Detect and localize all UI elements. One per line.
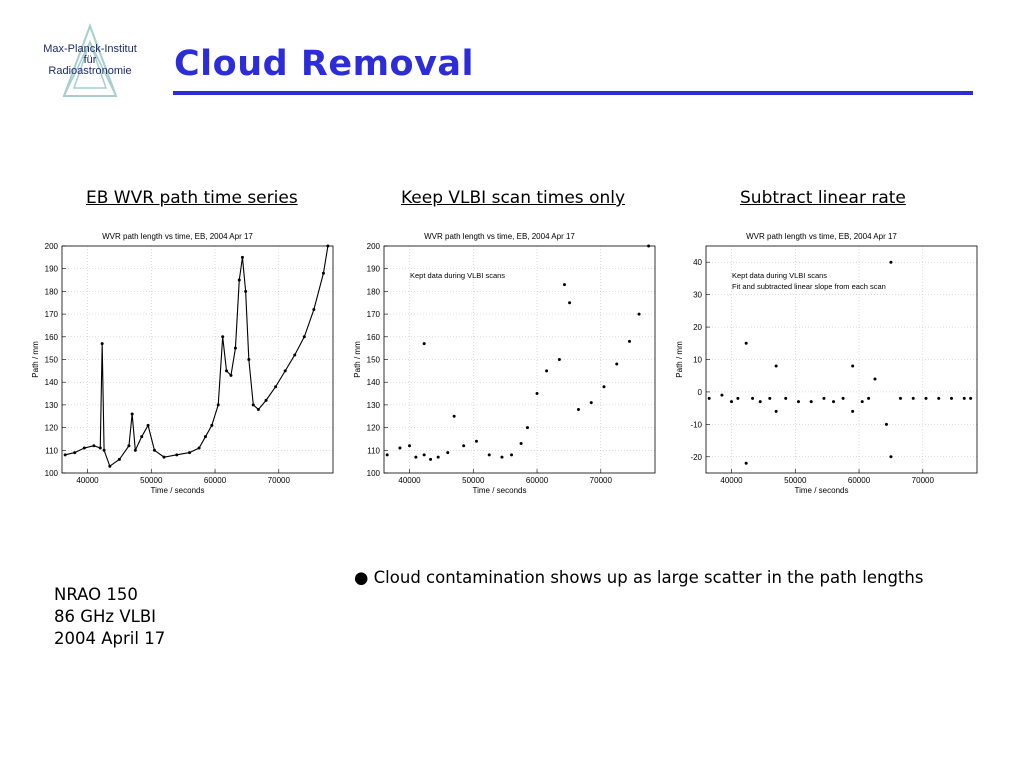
y-tick-label: 180 xyxy=(44,287,58,297)
data-point xyxy=(73,451,76,454)
data-point xyxy=(241,256,244,259)
data-point xyxy=(969,397,972,400)
y-tick-label: 190 xyxy=(44,264,58,274)
data-point xyxy=(238,279,241,282)
x-tick-label: 60000 xyxy=(847,476,871,485)
data-point xyxy=(488,453,491,456)
y-tick-label: 190 xyxy=(366,264,380,274)
data-point xyxy=(244,290,247,293)
data-point xyxy=(568,301,571,304)
series-line xyxy=(65,246,328,466)
data-point xyxy=(163,456,166,459)
data-point xyxy=(303,335,306,338)
data-point xyxy=(832,400,835,403)
x-tick-label: 60000 xyxy=(203,476,227,485)
y-tick-label: 100 xyxy=(44,469,58,478)
data-point xyxy=(234,347,237,350)
data-point xyxy=(602,385,605,388)
x-tick-label: 60000 xyxy=(525,476,549,485)
y-tick-label: 30 xyxy=(693,290,702,300)
data-point xyxy=(204,435,207,438)
data-point xyxy=(437,456,440,459)
y-tick-label: 150 xyxy=(44,355,58,365)
info-frequency: 86 GHz VLBI xyxy=(54,607,157,626)
data-point xyxy=(210,424,213,427)
observation-info xyxy=(54,584,165,650)
title-underline xyxy=(173,91,973,95)
x-axis-label: Time / seconds xyxy=(794,486,849,495)
chart-title: WVR path length vs time, EB, 2004 Apr 17 xyxy=(746,232,897,241)
data-point xyxy=(322,272,325,275)
data-point xyxy=(745,462,748,465)
data-point xyxy=(175,453,178,456)
y-tick-label: 120 xyxy=(44,423,58,433)
data-point xyxy=(937,397,940,400)
data-point xyxy=(861,400,864,403)
data-point xyxy=(899,397,902,400)
data-point xyxy=(92,444,95,447)
data-point xyxy=(131,412,134,415)
x-tick-label: 40000 xyxy=(720,476,743,485)
y-tick-label: 140 xyxy=(366,378,380,388)
y-tick-label: 120 xyxy=(366,423,380,433)
logo-line-3: Radioastronomie xyxy=(48,65,132,77)
bullet-icon: ● xyxy=(354,568,369,587)
data-point xyxy=(873,377,876,380)
data-point xyxy=(398,447,401,450)
y-axis-label: Path / mm xyxy=(31,341,40,378)
y-tick-label: 110 xyxy=(367,446,380,456)
data-point xyxy=(423,342,426,345)
panel-heading-vlbi: Keep VLBI scan times only xyxy=(401,188,626,208)
data-point xyxy=(545,369,548,372)
data-point xyxy=(730,400,733,403)
data-point xyxy=(257,408,260,411)
data-point xyxy=(284,369,287,372)
data-point xyxy=(446,451,449,454)
data-point xyxy=(768,397,771,400)
data-point xyxy=(414,456,417,459)
data-point xyxy=(822,397,825,400)
data-point xyxy=(188,451,191,454)
data-point xyxy=(83,447,86,450)
y-tick-label: 140 xyxy=(44,378,58,388)
bullet-text: Cloud contamination shows up as large scatter in the path lengths xyxy=(373,568,924,587)
bullet-point xyxy=(354,568,923,587)
data-point xyxy=(140,435,143,438)
data-point xyxy=(577,408,580,411)
x-axis-label: Time / seconds xyxy=(472,486,527,495)
data-point xyxy=(118,458,121,461)
y-axis-label: Path / mm xyxy=(675,341,684,378)
data-point xyxy=(720,394,723,397)
data-point xyxy=(127,444,130,447)
data-point xyxy=(842,397,845,400)
data-point xyxy=(810,400,813,403)
data-point xyxy=(751,397,754,400)
chart-title: WVR path length vs time, EB, 2004 Apr 17 xyxy=(424,232,575,241)
data-point xyxy=(924,397,927,400)
data-point xyxy=(590,401,593,404)
data-point xyxy=(638,313,641,316)
chart-raw-path xyxy=(28,228,340,498)
data-point xyxy=(912,397,915,400)
data-point xyxy=(647,245,650,248)
chart-annotation: Kept data during VLBI scans xyxy=(732,271,828,280)
data-point xyxy=(851,364,854,367)
info-source: NRAO 150 xyxy=(54,585,138,604)
y-tick-label: 0 xyxy=(697,387,702,397)
data-point xyxy=(736,397,739,400)
data-point xyxy=(198,447,201,450)
y-axis-label: Path / mm xyxy=(353,341,362,378)
y-tick-label: 40 xyxy=(693,258,702,268)
data-point xyxy=(453,415,456,418)
data-point xyxy=(963,397,966,400)
y-tick-label: 100 xyxy=(366,469,380,478)
y-tick-label: 200 xyxy=(366,242,380,251)
y-tick-label: -20 xyxy=(690,452,702,462)
data-point xyxy=(950,397,953,400)
x-tick-label: 70000 xyxy=(911,476,934,485)
y-tick-label: 130 xyxy=(44,400,58,410)
y-tick-label: 10 xyxy=(693,355,702,365)
data-point xyxy=(101,342,104,345)
data-point xyxy=(615,363,618,366)
y-tick-label: 150 xyxy=(366,355,380,365)
x-tick-label: 50000 xyxy=(140,476,163,485)
data-point xyxy=(229,374,232,377)
data-point xyxy=(326,245,329,248)
data-point xyxy=(475,440,478,443)
x-tick-label: 50000 xyxy=(784,476,807,485)
logo-text xyxy=(36,44,144,77)
data-point xyxy=(134,449,137,452)
data-point xyxy=(745,342,748,345)
x-axis-label: Time / seconds xyxy=(150,486,205,495)
data-point xyxy=(103,449,106,452)
chart-annotation: Fit and subtracted linear slope from each scan xyxy=(732,282,886,291)
y-tick-label: -10 xyxy=(690,420,702,430)
data-point xyxy=(563,283,566,286)
data-point xyxy=(558,358,561,361)
data-point xyxy=(153,449,156,452)
data-point xyxy=(510,453,513,456)
data-point xyxy=(628,340,631,343)
data-point xyxy=(759,400,762,403)
data-point xyxy=(775,364,778,367)
data-point xyxy=(221,335,224,338)
data-point xyxy=(889,261,892,264)
data-point xyxy=(708,397,711,400)
chart-title: WVR path length vs time, EB, 2004 Apr 17 xyxy=(102,232,253,241)
data-point xyxy=(536,392,539,395)
chart-linear-subtracted xyxy=(672,228,984,498)
data-point xyxy=(500,456,503,459)
data-point xyxy=(252,403,255,406)
x-tick-label: 40000 xyxy=(398,476,421,485)
data-point xyxy=(99,447,102,450)
y-tick-label: 170 xyxy=(366,310,380,320)
data-point xyxy=(274,385,277,388)
data-point xyxy=(775,410,778,413)
data-point xyxy=(851,410,854,413)
data-point xyxy=(217,403,220,406)
data-point xyxy=(265,399,268,402)
data-point xyxy=(462,444,465,447)
y-tick-label: 180 xyxy=(366,287,380,297)
logo-line-1: Max-Planck-Institut xyxy=(43,43,137,55)
y-tick-label: 200 xyxy=(44,242,58,251)
y-tick-label: 170 xyxy=(44,310,58,320)
data-point xyxy=(889,455,892,458)
data-point xyxy=(784,397,787,400)
data-point xyxy=(147,424,150,427)
logo-line-2: für xyxy=(83,54,97,66)
data-point xyxy=(108,465,111,468)
data-point xyxy=(797,400,800,403)
chart-annotation: Kept data during VLBI scans xyxy=(410,271,506,280)
data-point xyxy=(429,458,432,461)
y-tick-label: 160 xyxy=(44,332,58,342)
x-tick-label: 70000 xyxy=(267,476,290,485)
data-point xyxy=(885,423,888,426)
x-tick-label: 70000 xyxy=(589,476,612,485)
data-point xyxy=(386,453,389,456)
panel-heading-linear: Subtract linear rate xyxy=(740,188,906,208)
data-point xyxy=(408,444,411,447)
mpifr-logo xyxy=(36,22,144,98)
data-point xyxy=(64,453,67,456)
slide-title: Cloud Removal xyxy=(174,44,475,84)
chart-vlbi-scans xyxy=(350,228,662,498)
x-tick-label: 40000 xyxy=(76,476,99,485)
data-point xyxy=(293,353,296,356)
y-tick-label: 160 xyxy=(366,332,380,342)
data-point xyxy=(867,397,870,400)
data-point xyxy=(225,369,228,372)
y-tick-label: 110 xyxy=(45,446,58,456)
info-date: 2004 April 17 xyxy=(54,629,166,648)
data-point xyxy=(526,426,529,429)
y-tick-label: 130 xyxy=(366,400,380,410)
panel-heading-raw: EB WVR path time series xyxy=(86,188,298,208)
data-point xyxy=(312,308,315,311)
data-point xyxy=(247,358,250,361)
y-tick-label: 20 xyxy=(693,323,702,333)
data-point xyxy=(423,453,426,456)
x-tick-label: 50000 xyxy=(462,476,485,485)
data-point xyxy=(520,442,523,445)
